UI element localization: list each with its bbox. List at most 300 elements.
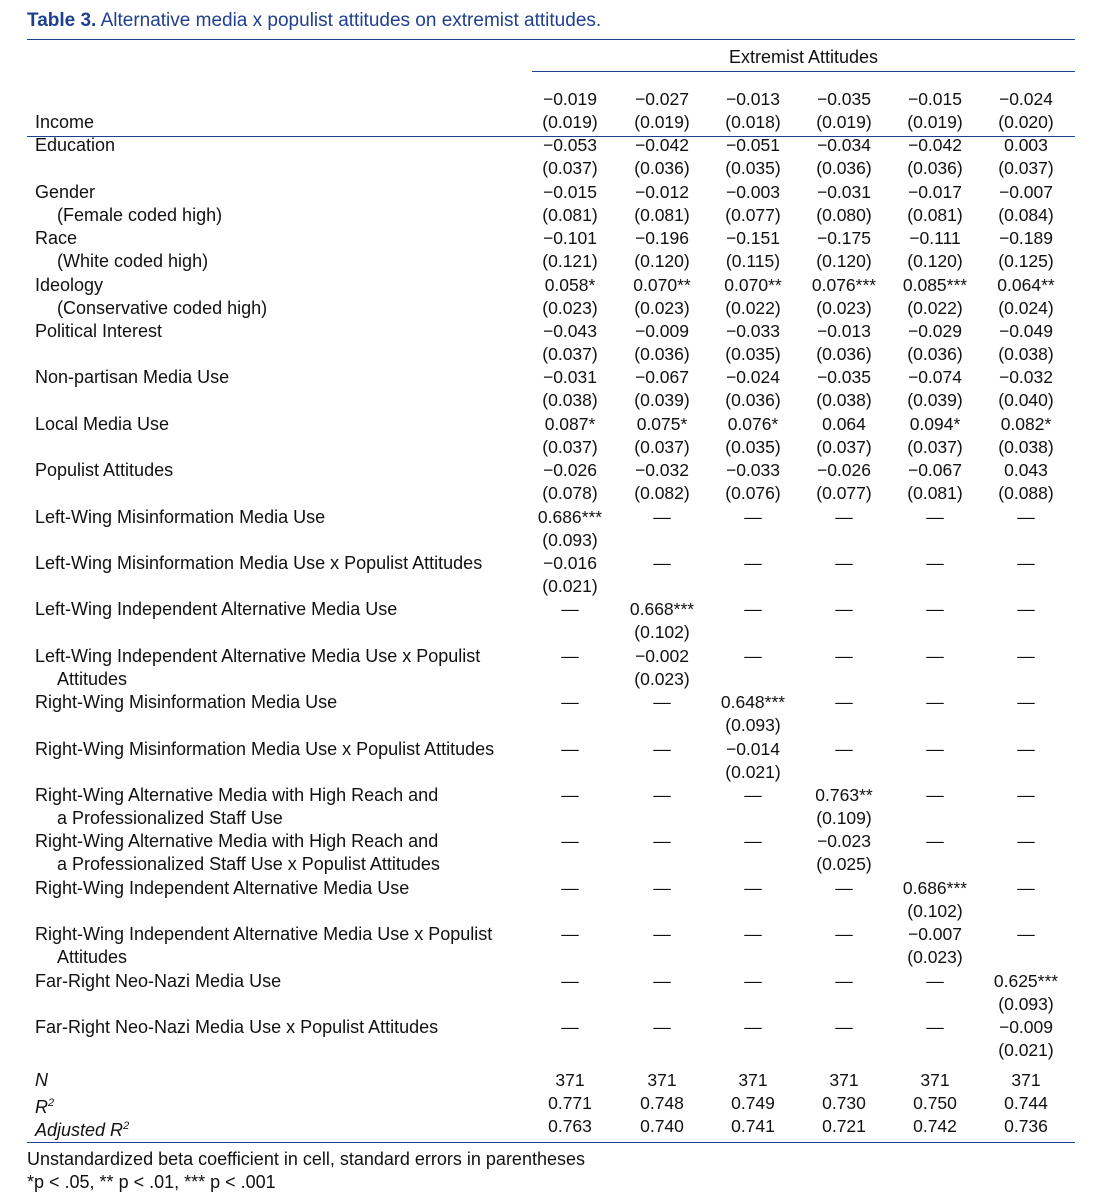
standard-error: (0.081) [907,204,963,225]
table-cell [980,738,1072,761]
coefficient: 0.075* [636,413,688,434]
table-cell [707,366,799,412]
table-cell [798,877,890,900]
coefficient: — [1017,599,1035,620]
standard-error: (0.078) [542,483,598,504]
standard-error: (0.036) [907,158,963,179]
row-label-line: Right-Wing Misinformation Media Use [35,692,338,713]
coefficient: 0.003 [1004,135,1048,156]
standard-error: (0.036) [634,344,690,364]
table-cell [889,691,981,714]
coefficient: −0.007 [998,181,1053,202]
table-cell [616,970,708,993]
row-label-line: (White coded high) [57,251,209,272]
standard-error: (0.036) [816,158,872,179]
table-cell [707,320,799,366]
stats-value: 0.771 [548,1093,592,1114]
row-label [35,320,162,343]
table-cell [524,738,616,761]
table-cell [524,459,616,505]
row-label-line: Right-Wing Independent Alternative Media Use x Populist [35,924,493,945]
table-cell [524,227,616,273]
coefficient: — [744,877,762,898]
table-cell [524,645,616,668]
stats-value: 0.721 [822,1116,866,1137]
row-label-line: Non-partisan Media Use [35,367,230,388]
table-cell [707,459,799,505]
coefficient: — [561,877,579,898]
coefficient: — [926,785,944,805]
table-cell [798,970,890,993]
row-label-line: a Professionalized Staff Use x Populist Attitudes [57,854,440,875]
stats-label-text: Adjusted R [35,1120,124,1141]
coefficient: 0.085*** [902,274,968,295]
standard-error: (0.020) [998,112,1054,132]
row-label [35,830,440,876]
standard-error: (0.120) [907,251,963,272]
row-label-line: Local Media Use [35,413,170,434]
table-cell [889,181,981,227]
table-cell [707,413,799,459]
coefficient: −0.009 [998,1017,1053,1037]
table-cell [798,923,890,946]
table-cell [524,598,616,621]
table-cell [889,598,981,621]
table-cell [524,830,616,853]
table-cell [524,1016,616,1039]
coefficient: −0.074 [907,367,962,388]
coefficient: −0.053 [542,135,597,156]
standard-error: (0.022) [725,297,781,318]
coefficient: — [835,645,853,666]
standard-error: (0.120) [816,251,872,272]
standard-error: (0.019) [634,112,690,132]
table-cell [980,320,1072,366]
stats-value: 371 [920,1070,950,1090]
stats-label-text: N [35,1070,48,1090]
coefficient: — [744,924,762,945]
coefficient: −0.002 [634,645,689,666]
coefficient: 0.686*** [537,506,603,527]
standard-error: (0.077) [725,204,781,225]
row-label-line: Far-Right Neo-Nazi Media Use [35,970,282,991]
coefficient: −0.017 [907,181,962,202]
table-cell [980,88,1072,134]
row-label-line: Populist Attitudes [35,460,174,481]
table-cell [524,274,616,320]
coefficient: −0.189 [998,228,1053,249]
standard-error: (0.093) [542,529,598,550]
table-cell [980,691,1072,714]
coefficient: — [744,553,762,573]
coefficient: −0.007 [907,924,962,945]
standard-error: (0.121) [542,251,598,272]
table-cell [889,830,981,853]
coefficient: — [926,553,944,573]
standard-error: (0.093) [998,993,1054,1014]
standard-error: (0.120) [634,251,690,272]
row-label [35,134,115,157]
coefficient: — [1017,877,1035,898]
table-number: Table 3. [27,10,97,31]
table-cell [616,134,708,180]
coefficient: — [835,924,853,945]
coefficient: — [926,970,944,991]
table-cell [707,691,799,737]
table-cell [889,366,981,412]
table-cell [889,413,981,459]
coefficient: −0.019 [542,89,597,109]
table-cell [798,459,890,505]
coefficient: — [561,1017,579,1037]
coefficient: −0.016 [542,553,597,573]
coefficient: 0.668*** [629,599,695,620]
coefficient: — [653,506,671,527]
coefficient: −0.035 [816,89,871,109]
standard-error: (0.102) [634,622,690,643]
table-cell [524,366,616,412]
row-label-line: Race [35,228,78,249]
stats-value: 371 [738,1070,768,1090]
coefficient: — [1017,738,1035,759]
standard-error: (0.125) [998,251,1054,272]
table-cell [889,1016,981,1039]
coefficient: — [926,506,944,527]
coefficient: — [561,970,579,991]
coefficient: — [561,785,579,805]
table-cell [798,784,890,830]
standard-error: (0.018) [725,112,781,132]
coefficient: 0.076* [727,413,779,434]
table-cell [707,88,799,134]
stats-value: 371 [647,1070,677,1090]
coefficient: −0.034 [816,135,871,156]
table-note: Unstandardized beta coefficient in cell, standard errors in parentheses [27,1149,585,1169]
table-cell [980,645,1072,668]
stats-value: 371 [555,1070,585,1090]
table-cell [616,738,708,761]
row-label-line: (Female coded high) [57,204,223,225]
coefficient: −0.031 [816,181,871,202]
row-label [35,645,480,691]
standard-error: (0.021) [725,761,781,782]
coefficient: — [653,785,671,805]
coefficient: −0.035 [816,367,871,388]
row-label [35,227,208,273]
stats-value: 0.749 [731,1093,775,1114]
table-cell [798,691,890,714]
coefficient: 0.058* [544,274,596,295]
coefficient: — [744,970,762,991]
coefficient: — [744,785,762,805]
standard-error: (0.038) [542,390,598,411]
coefficient: — [835,970,853,991]
stats-value: 0.741 [731,1116,775,1137]
table-cell [798,88,890,134]
table-cell [707,1016,799,1039]
coefficient: — [653,877,671,898]
spanning-header: Extremist Attitudes [728,47,879,67]
row-label-line: Income [35,112,95,132]
standard-error: (0.039) [634,390,690,411]
row-label-line: Education [35,135,116,156]
standard-error: (0.036) [816,344,872,364]
row-label-line: Attitudes [57,668,128,689]
table-cell [616,784,708,807]
coefficient: — [926,831,944,852]
table-cell [707,877,799,900]
table-caption [27,10,601,32]
table-cell [707,506,799,529]
standard-error: (0.024) [998,297,1054,318]
row-label-line: Left-Wing Misinformation Media Use x Populist Attitudes [35,553,483,573]
stats-value: 0.742 [913,1116,957,1137]
standard-error: (0.035) [725,158,781,179]
bottom-rule [27,1142,1075,1143]
coefficient: — [561,738,579,759]
coefficient: −0.033 [725,460,780,481]
table-cell [980,923,1072,946]
coefficient: — [1017,924,1035,945]
stats-value: 371 [1011,1070,1041,1090]
stats-value: 0.744 [1004,1093,1048,1114]
table-cell [798,227,890,273]
coefficient: — [744,599,762,620]
table-cell [889,459,981,505]
coefficient: −0.013 [725,89,780,109]
table-cell [980,134,1072,180]
coefficient: −0.051 [725,135,780,156]
coefficient: — [926,1017,944,1037]
table-cell [889,738,981,761]
standard-error: (0.021) [998,1040,1054,1060]
standard-error: (0.023) [907,947,963,968]
row-label-line: Far-Right Neo-Nazi Media Use x Populist Attitudes [35,1017,439,1037]
standard-error: (0.036) [907,344,963,364]
table-cell [616,1016,708,1039]
table-cell [980,227,1072,273]
coefficient: −0.031 [542,367,597,388]
row-label [35,970,281,993]
standard-error: (0.019) [907,112,963,132]
table-cell [616,645,708,691]
row-label-line: Right-Wing Alternative Media with High Reach and [35,785,439,805]
row-label-line: Left-Wing Independent Alternative Media Use x Populist [35,645,481,666]
table-cell [889,877,981,923]
stats-label [35,1115,129,1142]
table-cell [889,320,981,366]
stats-label [35,1069,48,1092]
table-cell [707,923,799,946]
standard-error: (0.081) [907,483,963,504]
table-cell [980,598,1072,621]
coefficient: −0.033 [725,321,780,341]
table-cell [889,645,981,668]
row-label [35,598,397,621]
coefficient: −0.196 [634,228,689,249]
standard-error: (0.037) [542,344,598,364]
table-cell [524,181,616,227]
standard-error: (0.023) [542,297,598,318]
table-cell [524,552,616,598]
row-label-line: Ideology [35,274,104,295]
table-cell [524,320,616,366]
table-cell [980,181,1072,227]
table-cell [616,552,708,575]
table-cell [707,738,799,784]
table-cell [616,691,708,714]
coefficient: — [744,831,762,852]
coefficient: −0.032 [634,460,689,481]
coefficient: −0.175 [816,228,871,249]
standard-error: (0.023) [634,668,690,689]
table-cell [616,413,708,459]
table-cell [798,274,890,320]
row-label [35,413,169,436]
table-cell [524,413,616,459]
table-cell [798,552,890,575]
standard-error: (0.019) [542,112,598,132]
coefficient: 0.043 [1004,460,1048,481]
table-cell [889,552,981,575]
standard-error: (0.035) [725,344,781,364]
coefficient: 0.763** [815,785,873,805]
table-cell [616,227,708,273]
table-cell [524,923,616,946]
standard-error: (0.037) [907,436,963,457]
standard-error: (0.037) [634,436,690,457]
table-cell [707,645,799,668]
table-cell [798,366,890,412]
table-cell [524,970,616,993]
row-label [35,738,494,761]
standard-error: (0.093) [725,715,781,736]
coefficient: −0.013 [816,321,871,341]
table-cell [798,506,890,529]
coefficient: 0.648*** [720,692,786,713]
standard-error: (0.081) [542,204,598,225]
coefficient: −0.067 [634,367,689,388]
row-label [35,181,222,227]
coefficient: — [653,1017,671,1037]
row-label [35,784,438,830]
row-label [35,506,325,529]
table-cell [524,877,616,900]
significance-note: *p < .05, ** p < .01, *** p < .001 [27,1172,276,1192]
coefficient: −0.024 [998,89,1053,109]
coefficient: — [653,924,671,945]
table-cell [707,227,799,273]
coefficient: — [653,692,671,713]
stats-label-superscript: 2 [123,1120,130,1133]
table-cell [707,181,799,227]
standard-error: (0.088) [998,483,1054,504]
standard-error: (0.038) [816,390,872,411]
table-cell [980,459,1072,505]
standard-error: (0.037) [998,158,1054,179]
standard-error: (0.076) [725,483,781,504]
row-label [35,552,482,575]
coefficient: 0.087* [544,413,596,434]
table-cell [980,274,1072,320]
coefficient: −0.151 [725,228,780,249]
row-label-line: Right-Wing Misinformation Media Use x Populist Attitudes [35,738,495,759]
table-cell [980,506,1072,529]
stats-label-superscript: 2 [48,1097,55,1110]
table-title: Alternative media x populist attitudes on extremist attitudes. [96,10,602,31]
table-cell [798,320,890,366]
coefficient: −0.009 [634,321,689,341]
coefficient: — [835,738,853,759]
table-cell [616,366,708,412]
stats-label-text: R [35,1097,48,1118]
table-cell [889,506,981,529]
standard-error: (0.036) [725,390,781,411]
table-cell [707,970,799,993]
coefficient: −0.012 [634,181,689,202]
standard-error: (0.038) [998,436,1054,457]
coefficient: 0.625*** [993,970,1059,991]
table-cell [980,784,1072,807]
coefficient: — [744,1017,762,1037]
coefficient: — [561,599,579,620]
coefficient: −0.111 [909,228,961,249]
standard-error: (0.035) [725,436,781,457]
standard-error: (0.077) [816,483,872,504]
table-cell [798,738,890,761]
coefficient: −0.029 [907,321,962,341]
coefficient: — [1017,785,1035,805]
coefficient: — [1017,831,1035,852]
coefficient: 0.686*** [902,877,968,898]
table-cell [889,923,981,969]
table-cell [980,830,1072,853]
standard-error: (0.019) [816,112,872,132]
coefficient: — [653,970,671,991]
standard-error: (0.038) [998,344,1054,364]
row-label [35,877,409,900]
table-cell [798,413,890,459]
table-cell [798,134,890,180]
stats-value: 0.750 [913,1093,957,1114]
coefficient: 0.064 [822,413,866,434]
row-label [35,1016,438,1039]
table-cell [616,181,708,227]
table-cell [524,506,616,552]
standard-error: (0.102) [907,900,963,921]
table-cell [524,691,616,714]
table-cell [616,830,708,853]
stats-value: 371 [829,1070,859,1090]
table-cell [524,784,616,807]
coefficient: — [561,924,579,945]
stats-value: 0.740 [640,1116,684,1137]
table-cell [707,784,799,807]
table-cell [980,413,1072,459]
top-rule [27,39,1075,40]
stats-value: 0.730 [822,1093,866,1114]
coefficient: — [561,692,579,713]
coefficient: −0.015 [542,181,597,202]
row-label [35,274,267,320]
table-cell [616,88,708,134]
standard-error: (0.021) [542,576,598,596]
table-cell [616,459,708,505]
row-label-line: Right-Wing Independent Alternative Media Use [35,877,410,898]
stats-value: 0.763 [548,1116,592,1137]
coefficient: −0.043 [542,321,597,341]
coefficient: — [926,692,944,713]
